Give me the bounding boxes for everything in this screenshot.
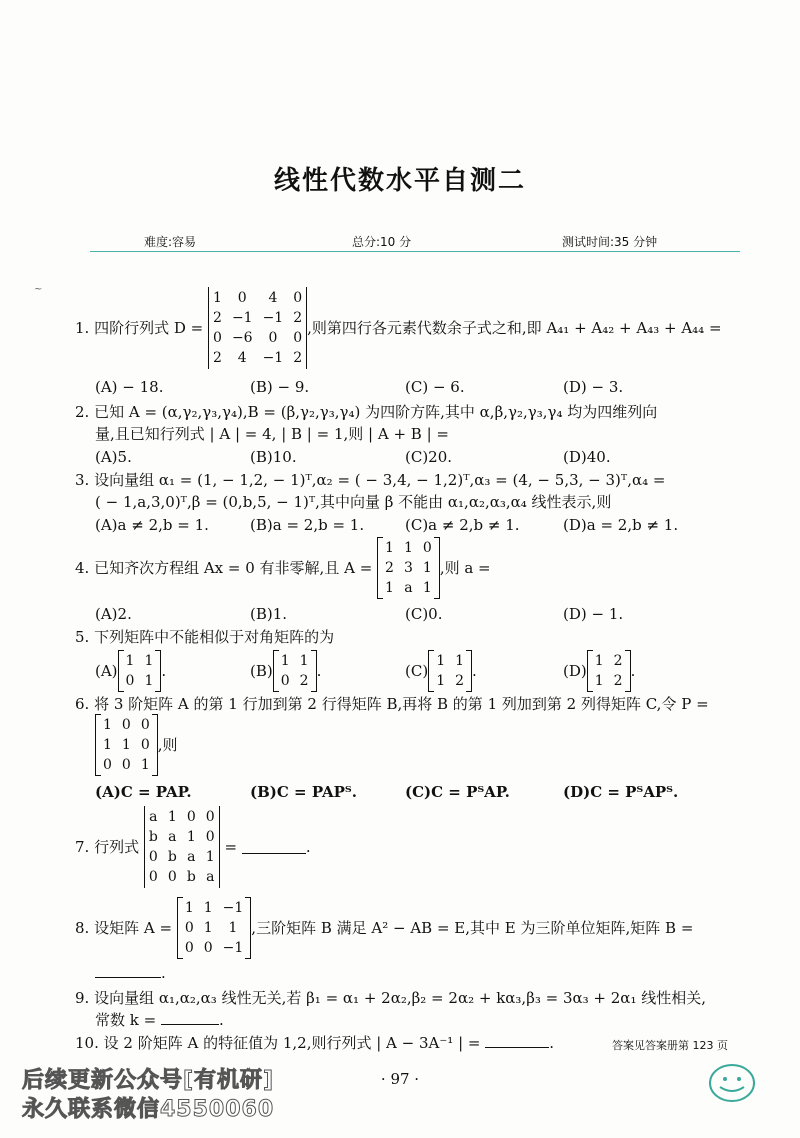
q5-matrix-entry: 1 [144,653,154,669]
q4-option-b[interactable]: (B)1. [250,605,288,623]
q8-matrix-entry: 0 [184,920,194,936]
q4-matrix-entry: 1 [385,580,394,596]
question-10: 10. 设 2 阶矩阵 A 的特征值为 1,2,则行列式 | A − 3A⁻¹ | = . [75,1034,555,1052]
q5-matrix-entry: 1 [436,653,446,669]
q5-matrix-entry: 2 [299,673,309,689]
q5-matrix-entry: 1 [144,673,154,689]
q5-matrix-entry: 1 [436,673,446,689]
q7-determinant-entry: 0 [186,809,196,825]
q4-matrix-entry: 2 [385,560,394,576]
page-title: 线性代数水平自测二 [273,166,526,196]
question-9-line2: 常数 k = . [95,1011,224,1029]
question-9-line1: 9. 设向量组 α₁,α₂,α₃ 线性无关,若 β₁ = α₁ + 2α₂,β₂ = 2α₂ + kα₃,β₃ = 3α₃ + 2α₁ 线性相关, [75,989,706,1007]
q8-matrix-entry: 1 [228,920,238,936]
answer-reference: 答案见答案册第 123 页 [612,1039,728,1052]
q5-option-b[interactable]: (B) 1 1 0 2 . [250,650,321,692]
q4-matrix-entry: 1 [422,580,432,596]
q6-option-b[interactable]: (B)C = PAPᵀ. [250,783,357,801]
question-6-line2: 1 0 0 1 1 0 0 0 1 ,则 [95,714,178,776]
q6-option-c[interactable]: (C)C = PᵀAP. [405,783,510,801]
q7-determinant-entry: a [187,849,196,865]
q4-matrix-entry: 1 [403,540,413,556]
question-8: 8. 设矩阵 A = 1 1 −1 0 1 1 0 0 −1 ,三阶矩阵 B 满足 A² − AB = E,其中 E 为三阶单位矩阵,矩阵 B = [75,897,693,959]
question-5-line1: 5. 下列矩阵中不能相似于对角矩阵的为 [75,628,335,646]
q7-determinant-entry: b [186,869,196,885]
q7-determinant-entry: 1 [167,809,177,825]
q2-option-a[interactable]: (A)5. [95,448,132,466]
q7-determinant-entry: 1 [205,849,215,865]
watermark-line-1: 后续更新公众号[有机研] [22,1068,275,1093]
q8-matrix-entry: −1 [222,940,244,956]
q3-option-d[interactable]: (D)a = 2,b ≠ 1. [563,516,679,534]
q6-matrix-entry: 0 [121,717,131,733]
q8-matrix-entry: −1 [222,900,244,916]
watermark-line-2: 永久联系微信4550060 [22,1097,275,1122]
q6-matrix-entry: 1 [103,717,112,733]
q7-determinant-entry: 0 [148,869,158,885]
q1-option-a[interactable]: (A) − 18. [95,378,164,396]
q5-option-d[interactable]: (D) 1 2 1 2 . [563,650,635,692]
q6-matrix-entry: 0 [140,737,150,753]
q1-determinant-entry: 4 [268,290,278,306]
q5-matrix-c [428,650,472,692]
q7-determinant-entry: 0 [167,869,177,885]
question-3-line1: 3. 设向量组 α₁ = (1, − 1,2, − 1)ᵀ,α₂ = ( − 3,4, − 1,2)ᵀ,α₃ = (4, − 5,3, − 3)ᵀ,α₄ = [75,471,666,489]
q6-matrix-entry: 0 [121,757,131,773]
q1-determinant-entry: 2 [213,350,222,366]
q1-determinant-entry: −1 [262,310,284,326]
q7-determinant-entry: b [148,829,158,845]
q2-option-c[interactable]: (C)20. [405,448,453,466]
q1-determinant-entry: 1 [213,290,222,306]
q7-answer-blank[interactable] [242,840,306,854]
q4-matrix-entry: 3 [403,560,413,576]
q7-determinant-entry: 0 [148,849,158,865]
q1-determinant-entry: 0 [293,290,303,306]
margin-mark: ~ [34,284,43,295]
q8-matrix-entry: 0 [184,940,194,956]
q6-matrix-p [95,714,158,776]
q6-matrix-entry: 0 [140,717,150,733]
q5-matrix-entry: 2 [455,673,465,689]
q7-determinant-entry: 0 [205,809,215,825]
q7-determinant-entry: a [149,809,158,825]
difficulty-label: 难度:容易 [144,235,197,249]
q1-determinant-entry: −1 [262,350,284,366]
q7-determinant-entry: b [167,849,177,865]
q8-matrix-entry: 0 [203,940,213,956]
q2-option-d[interactable]: (D)40. [563,448,611,466]
test-time-label: 测试时间:35 分钟 [562,235,658,249]
q5-matrix-entry: 1 [594,673,604,689]
q4-option-c[interactable]: (C)0. [405,605,443,623]
q8-answer-blank[interactable] [95,964,161,978]
page-number: · 97 · [380,1070,420,1088]
q9-answer-blank[interactable] [161,1011,219,1025]
question-7: 7. 行列式 a 1 0 0 b a 1 0 0 b a 1 0 0 b a = . [75,806,311,888]
q1-determinant-entry: 0 [213,330,222,346]
q5-option-c[interactable]: (C) 1 1 1 2 . [405,650,477,692]
q5-matrix-entry: 1 [594,653,604,669]
q4-option-a[interactable]: (A)2. [95,605,132,623]
q6-option-a[interactable]: (A)C = PAP. [95,783,192,801]
q7-determinant-entry: a [206,869,215,885]
q6-matrix-entry: 0 [103,757,112,773]
q4-matrix-entry: 1 [422,560,432,576]
q7-determinant-entry: 1 [186,829,196,845]
q4-matrix-entry: 1 [385,540,394,556]
q3-option-b[interactable]: (B)a = 2,b = 1. [250,516,365,534]
q7-determinant-entry: a [168,829,177,845]
q6-matrix-entry: 1 [103,737,112,753]
q8-matrix [177,897,251,959]
q4-matrix [377,537,440,599]
total-score-label: 总分:10 分 [352,235,412,249]
q1-determinant-entry: 0 [268,330,278,346]
q5-matrix-a [118,650,162,692]
q5-matrix-entry: 2 [613,653,623,669]
q5-matrix-entry: 1 [299,653,309,669]
question-1: 1. 四阶行列式 D = 1 0 4 0 2 −1 −1 2 0 −6 0 0 2 4 −1 2 ,则第四行各元素代数余子式之和,即 A₄₁ + A₄₂ + A₄₃ + A₄₄ = [75,287,722,369]
q8-answer-line: . [95,963,166,983]
q5-matrix-entry: 0 [280,673,290,689]
q1-determinant [208,287,307,369]
question-2-line1: 2. 已知 A = (α,γ₂,γ₃,γ₄),B = (β,γ₂,γ₃,γ₄) 为四阶方阵,其中 α,β,γ₂,γ₃,γ₄ 均为四维列向 [75,403,658,421]
q1-determinant-entry: −6 [231,330,253,346]
q5-matrix-b [273,650,317,692]
q1-determinant-entry: 0 [237,290,247,306]
q8-matrix-entry: 1 [203,920,213,936]
question-3-line2: ( − 1,a,3,0)ᵀ,β = (0,b,5, − 1)ᵀ,其中向量 β 不能由 α₁,α₂,α₃,α₄ 线性表示,则 [95,493,612,511]
q8-matrix-entry: 1 [203,900,213,916]
q5-matrix-entry: 2 [613,673,623,689]
q5-option-a[interactable]: (A) 1 1 0 1 . [95,650,166,692]
q2-option-b[interactable]: (B)10. [250,448,297,466]
publisher-logo-icon [708,1063,756,1103]
q5-matrix-d [587,650,631,692]
q7-determinant [144,806,220,888]
q1-determinant-entry: 2 [213,310,222,326]
q1-option-c[interactable]: (C) − 6. [405,378,465,396]
q4-option-d[interactable]: (D) − 1. [563,605,624,623]
q10-answer-blank[interactable] [485,1034,549,1048]
q1-determinant-entry: 0 [293,330,303,346]
q1-determinant-entry: −1 [231,310,253,326]
q1-determinant-entry: 2 [293,350,303,366]
q8-matrix-entry: 1 [184,900,194,916]
question-6-line1: 6. 将 3 阶矩阵 A 的第 1 行加到第 2 行得矩阵 B,再将 B 的第 1 列加到第 2 列得矩阵 C,令 P = [75,695,709,713]
q1-option-b[interactable]: (B) − 9. [250,378,310,396]
question-2-line2: 量,且已知行列式 | A | = 4, | B | = 1,则 | A + B | = [95,425,449,443]
q1-determinant-entry: 4 [237,350,247,366]
q5-matrix-entry: 1 [455,653,465,669]
q6-matrix-entry: 1 [140,757,150,773]
q5-matrix-entry: 1 [280,653,290,669]
q1-determinant-entry: 2 [293,310,303,326]
q3-option-a[interactable]: (A)a ≠ 2,b = 1. [95,516,209,534]
q4-matrix-entry: 0 [422,540,432,556]
q6-matrix-entry: 1 [121,737,131,753]
q6-option-d[interactable]: (D)C = PᵀAPᵀ. [563,783,679,801]
q3-option-c[interactable]: (C)a ≠ 2,b ≠ 1. [405,516,520,534]
question-4: 4. 已知齐次方程组 Ax = 0 有非零解,且 A = 1 1 0 2 3 1 1 a 1 ,则 a = [75,537,491,599]
q7-determinant-entry: 0 [205,829,215,845]
q1-option-d[interactable]: (D) − 3. [563,378,624,396]
q4-matrix-entry: a [404,580,413,596]
q5-matrix-entry: 0 [125,673,135,689]
header-divider [90,251,740,252]
q5-matrix-entry: 1 [125,653,135,669]
